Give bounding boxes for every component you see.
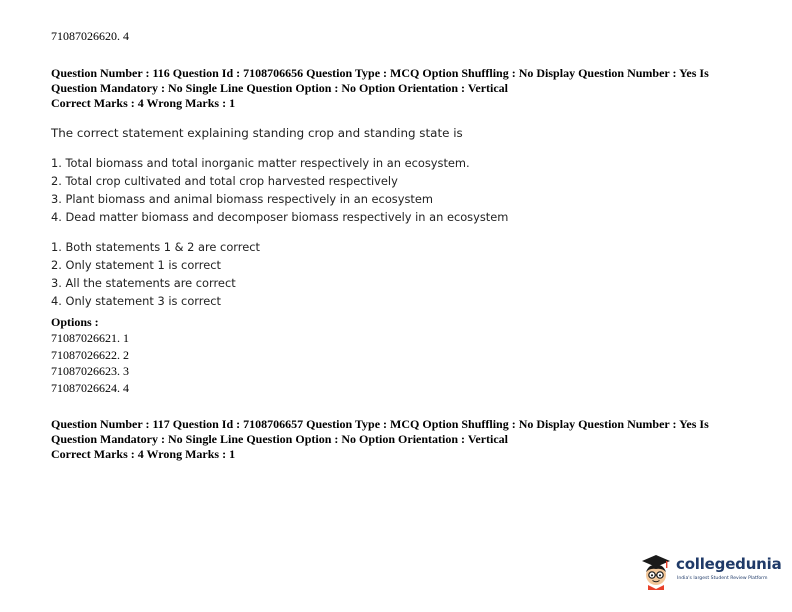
question-116-header: [51, 66, 741, 111]
statement-item: 3. Plant biomass and animal biomass respectively in an ecosystem: [51, 192, 433, 206]
options-label: Options :: [51, 315, 99, 329]
previous-option-line: 71087026620. 4: [51, 29, 129, 43]
choice-item: 4. Only statement 3 is correct: [51, 294, 221, 308]
question-117-marks: Correct Marks : 4 Wrong Marks : 1: [51, 447, 236, 461]
logo-tagline: India's largest Student Review Platform: [677, 576, 768, 581]
question-117-header: [51, 417, 741, 462]
question-117-header-line1: Question Number : 117 Question Id : 7108706657 Question Type : MCQ Option Shuffling : No Display Question Number : Yes Is: [51, 417, 709, 431]
question-116-choices: [51, 238, 260, 310]
question-116-marks: Correct Marks : 4 Wrong Marks : 1: [51, 96, 236, 110]
choice-item: 1. Both statements 1 & 2 are correct: [51, 240, 260, 254]
graduate-mascot-icon: [640, 552, 672, 590]
question-116-statements: [51, 154, 508, 226]
statement-item: 1. Total biomass and total inorganic matter respectively in an ecosystem.: [51, 156, 470, 170]
option-item: 71087026621. 1: [51, 331, 129, 345]
option-item: 71087026623. 3: [51, 364, 129, 378]
statement-item: 2. Total crop cultivated and total crop harvested respectively: [51, 174, 398, 188]
choice-item: 3. All the statements are correct: [51, 276, 236, 290]
question-116-text: The correct statement explaining standing crop and standing state is: [51, 126, 463, 140]
option-item: 71087026622. 2: [51, 347, 129, 362]
statement-item: 4. Dead matter biomass and decomposer biomass respectively in an ecosystem: [51, 210, 509, 224]
question-116-options: [51, 314, 129, 396]
question-116-header-line1: Question Number : 116 Question Id : 7108706656 Question Type : MCQ Option Shuffling : No Display Question Number : Yes Is: [51, 66, 709, 80]
collegedunia-logo: [640, 552, 780, 592]
logo-wordmark: collegedunia: [676, 555, 782, 573]
choice-item: 2. Only statement 1 is correct: [51, 258, 221, 272]
option-item: 71087026624. 4: [51, 380, 129, 395]
question-117-header-line2: Question Mandatory : No Single Line Question Option : No Option Orientation : Vertical: [51, 432, 509, 446]
question-116-header-line2: Question Mandatory : No Single Line Question Option : No Option Orientation : Vertical: [51, 81, 509, 95]
